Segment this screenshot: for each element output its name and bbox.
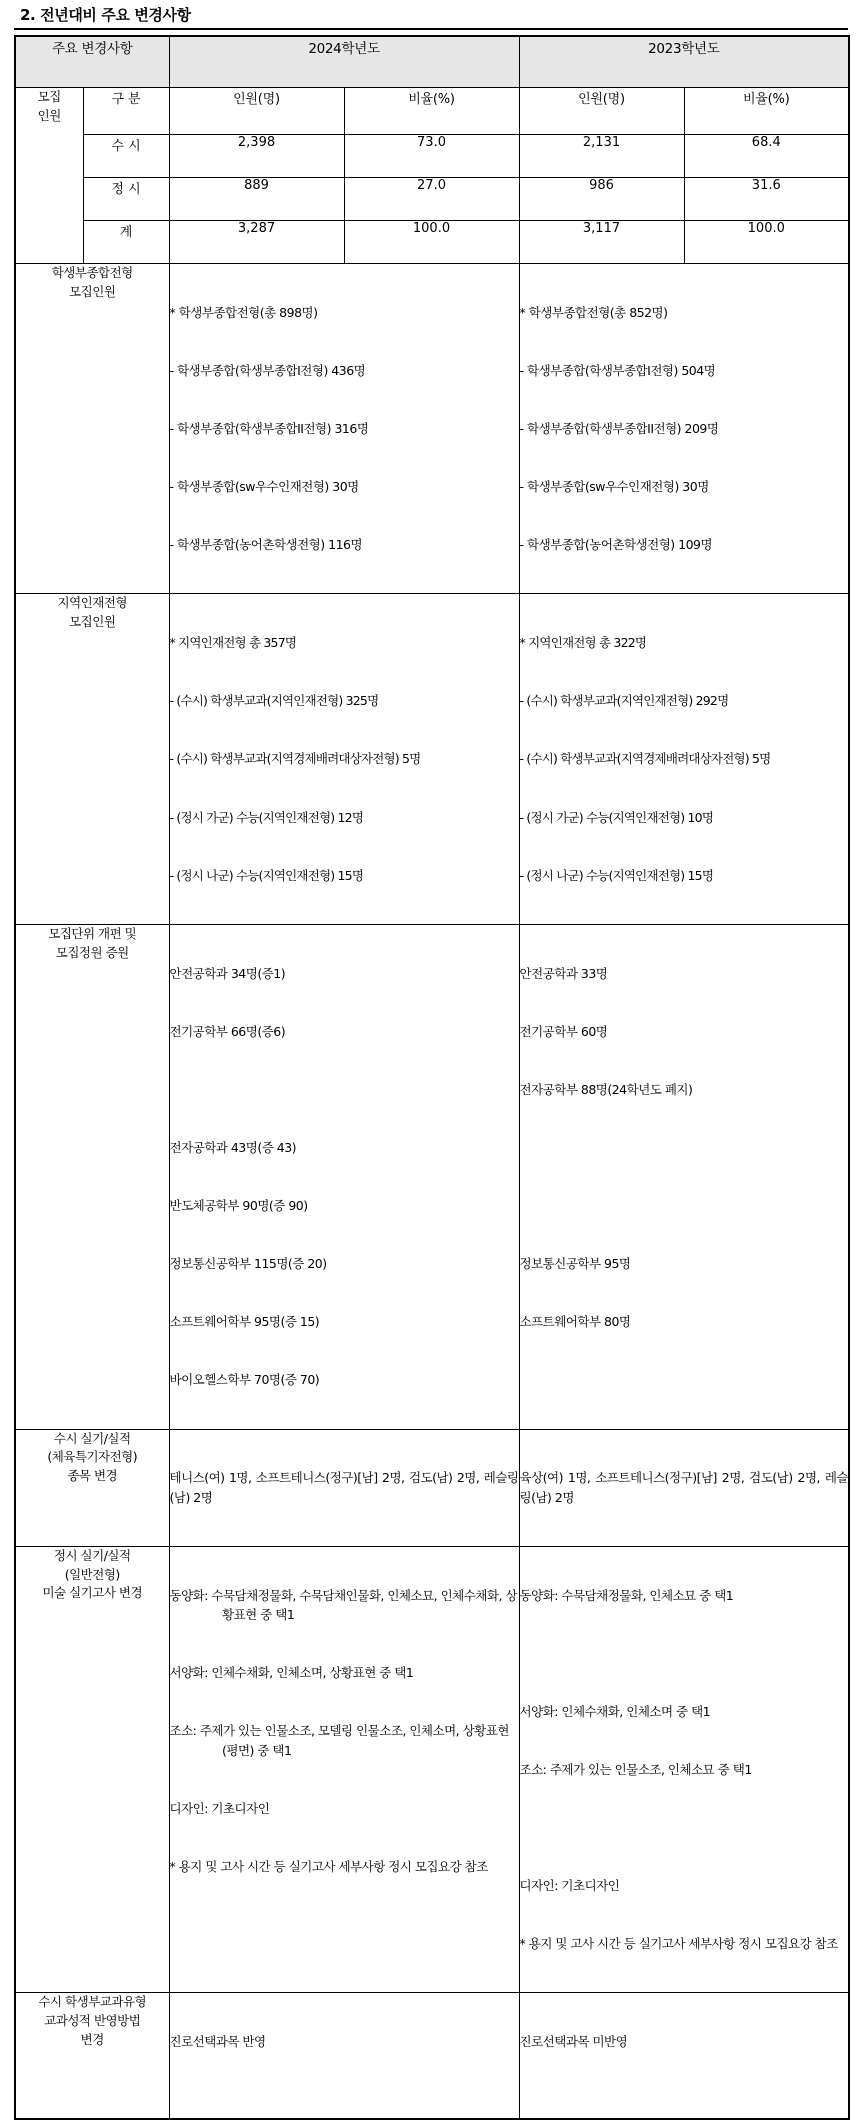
line: * 학생부종합전형(총 852명) (519, 304, 668, 320)
cell-2023-ratio-susi: 68.4 (684, 135, 849, 178)
rowlabel-jonghap (15, 264, 169, 594)
rowlabel-jiyeok (15, 594, 169, 924)
line: - (정시 나군) 수능(지역인재전형) 15명 (169, 867, 364, 883)
rowlabel-moijibdanwi (15, 924, 169, 1429)
line: - 학생부종합(학생부종합I전형) 504명 (519, 362, 716, 378)
rowlabel-jeongsi-misul (15, 1546, 169, 1993)
cell-2024-ratio-jeongsi: 27.0 (344, 178, 519, 221)
line-blank (520, 1818, 849, 1837)
line: * 용지 및 고사 시간 등 실기고사 세부사항 정시 모집요강 참조 (519, 1936, 838, 1952)
line: 전자공학부 88명(24학년도 폐지) (519, 1081, 693, 1097)
line: - 학생부종합(sw우수인재전형) 30명 (519, 479, 709, 495)
line: - 학생부종합(농어촌학생전형) 109명 (519, 537, 713, 553)
cell-2024-count-total: 3,287 (169, 221, 344, 264)
line-blank (520, 1196, 849, 1215)
line: 디자인: 기초디자인 (169, 1800, 270, 1816)
table-row (15, 135, 849, 178)
line: 서양화: 인체수채화, 인체소며 중 택1 (519, 1703, 711, 1719)
line: - (정시 나군) 수능(지역인재전형) 15명 (519, 867, 714, 883)
cell-2023-moijibdanwi (519, 924, 849, 1429)
line: 전기공학부 60명 (519, 1023, 608, 1039)
table-row (15, 264, 849, 594)
table-row (15, 221, 849, 264)
table-row (15, 1429, 849, 1546)
line: 서양화: 인체수채화, 인체소며, 상황표현 중 택1 (169, 1665, 414, 1680)
line: - 학생부종합(sw우수인재전형) 30명 (169, 479, 359, 495)
cell-2023-jonghap (519, 264, 849, 594)
line: - 학생부종합(학생부종합II전형) 209명 (519, 421, 719, 436)
rowlabel-jiyeok-text: 지역인재전형 모집인원 (57, 595, 127, 630)
line: 동양화: 수묵담채정물화, 인체소묘 중 택1 (519, 1587, 734, 1603)
line: 안전공학과 33명 (519, 965, 608, 981)
cell-2023-count-jeongsi: 986 (519, 178, 684, 221)
cell-2024-jonghap (169, 264, 519, 594)
cell-2023-susi-silgi (519, 1429, 849, 1546)
line-blank (170, 1080, 519, 1099)
line: - (정시 가군) 수능(지역인재전형) 10명 (519, 809, 714, 825)
cell-2024-susi-gyogwa (169, 1993, 519, 2120)
line: 테니스(여) 1명, 소프트테니스(정구)[남] 2명, 검도(남) 2명, 레슬링(남) 2명 (169, 1470, 519, 1505)
table-header-row (15, 36, 849, 88)
line: - (수시) 학생부교과(지역경제배려대상자전형) 5명 (169, 751, 421, 767)
cell-2023-jiyeok (519, 594, 849, 924)
rowlabel-jeongsi-misul-text: 정시 실기/실적 (일반전형) 미술 실기고사 변경 (42, 1547, 143, 1601)
cell-2023-count-total: 3,117 (519, 221, 684, 264)
subheader-count-2024: 인원(명) (169, 88, 344, 135)
line-blank (520, 1138, 849, 1157)
subheader-ratio-2023: 비율(%) (684, 88, 849, 135)
rowlabel-susi-gyogwa (15, 1993, 169, 2120)
subheader-count-2023: 인원(명) (519, 88, 684, 135)
line: 조소: 주제가 있는 인물소조, 모델링 인물소조, 인체소며, 상황표현(평면) 중 택1 (169, 1723, 509, 1758)
cell-2023-count-susi: 2,131 (519, 135, 684, 178)
cell-2024-jiyeok (169, 594, 519, 924)
rowlabel-moijibdanwi-text: 모집단위 개편 및 모집정원 증원 (48, 925, 137, 960)
recruit-label-line1: 모집 (37, 89, 61, 104)
line: 안전공학과 34명(증1) (169, 965, 286, 981)
line: 정보통신공학부 115명(증 20) (169, 1256, 327, 1272)
page-title: 2. 전년대비 주요 변경사항 (14, 0, 848, 30)
rowlabel-susi-silgi (15, 1429, 169, 1546)
line: 육상(여) 1명, 소프트테니스(정구)[남] 2명, 검도(남) 2명, 레슬링(남) 2명 (519, 1470, 849, 1505)
cell-2024-susi-silgi (169, 1429, 519, 1546)
cell-category-susi: 수 시 (83, 135, 169, 178)
table-row (15, 1546, 849, 1993)
cell-2024-count-susi: 2,398 (169, 135, 344, 178)
line: 디자인: 기초디자인 (519, 1878, 620, 1894)
cell-category-jeongsi: 정 시 (83, 178, 169, 221)
line: 바이오헬스학부 70명(증 70) (169, 1372, 320, 1388)
line: - 학생부종합(농어촌학생전형) 116명 (169, 537, 363, 553)
cell-2024-ratio-total: 100.0 (344, 221, 519, 264)
changes-comparison-table (14, 35, 850, 2120)
line: 진로선택과목 미반영 (519, 2034, 628, 2050)
line: * 용지 및 고사 시간 등 실기고사 세부사항 정시 모집요강 참조 (169, 1858, 488, 1874)
table-row (15, 594, 849, 924)
table-row (15, 924, 849, 1429)
cell-2024-moijibdanwi (169, 924, 519, 1429)
cell-2023-jeongsi-misul (519, 1546, 849, 1993)
rowlabel-recruit-count (15, 88, 83, 264)
line: - (수시) 학생부교과(지역인재전형) 292명 (519, 693, 729, 709)
header-year-previous: 2023학년도 (519, 36, 849, 88)
line: * 학생부종합전형(총 898명) (169, 304, 318, 320)
line: 소프트웨어학부 80명 (519, 1314, 631, 1330)
line: - 학생부종합(학생부종합I전형) 436명 (169, 362, 366, 378)
line: - (수시) 학생부교과(지역경제배려대상자전형) 5명 (519, 751, 771, 767)
cell-2024-ratio-susi: 73.0 (344, 135, 519, 178)
rowlabel-susi-gyogwa-text: 수시 학생부교과유형 교과성적 반영방법 변경 (38, 1994, 147, 2047)
line: 정보통신공학부 95명 (519, 1256, 631, 1272)
cell-category-total: 계 (83, 221, 169, 264)
line: 반도체공학부 90명(증 90) (169, 1198, 308, 1213)
header-row-label-col: 주요 변경사항 (15, 36, 169, 88)
line-blank (520, 1644, 849, 1663)
line: 진로선택과목 반영 (169, 2034, 266, 2050)
header-year-current: 2024학년도 (169, 36, 519, 88)
recruit-label-line2: 인원 (37, 107, 61, 123)
line: - (수시) 학생부교과(지역인재전형) 325명 (169, 693, 379, 709)
subheader-ratio-2024: 비율(%) (344, 88, 519, 135)
rowlabel-susi-silgi-text: 수시 실기/실적 (체육특기자전형) 종목 변경 (47, 1430, 138, 1483)
cell-2024-count-jeongsi: 889 (169, 178, 344, 221)
cell-2023-ratio-total: 100.0 (684, 221, 849, 264)
table-row (15, 178, 849, 221)
table-row (15, 1993, 849, 2120)
line: 조소: 주제가 있는 인물소조, 인체소묘 중 택1 (519, 1761, 752, 1777)
cell-2023-susi-gyogwa (519, 1993, 849, 2120)
table-subheader-row (15, 88, 849, 135)
line: * 지역인재전형 총 322명 (519, 635, 647, 651)
line: 동양화: 수묵담채정물화, 수묵담채인물화, 인체소묘, 인체수채화, 상황표현 중 택1 (169, 1587, 517, 1622)
cell-2023-ratio-jeongsi: 31.6 (684, 178, 849, 221)
line: - (정시 가군) 수능(지역인재전형) 12명 (169, 809, 364, 825)
line: * 지역인재전형 총 357명 (169, 635, 297, 651)
cell-2024-jeongsi-misul (169, 1546, 519, 1993)
rowlabel-jonghap-text: 학생부종합전형 모집인원 (51, 265, 133, 299)
line: - 학생부종합(학생부종합II전형) 316명 (169, 421, 369, 436)
line: 전자공학과 43명(증 43) (169, 1139, 297, 1155)
subheader-category: 구 분 (83, 88, 169, 135)
line: 전기공학부 66명(증6) (169, 1023, 286, 1039)
line: 소프트웨어학부 95명(증 15) (169, 1314, 320, 1330)
